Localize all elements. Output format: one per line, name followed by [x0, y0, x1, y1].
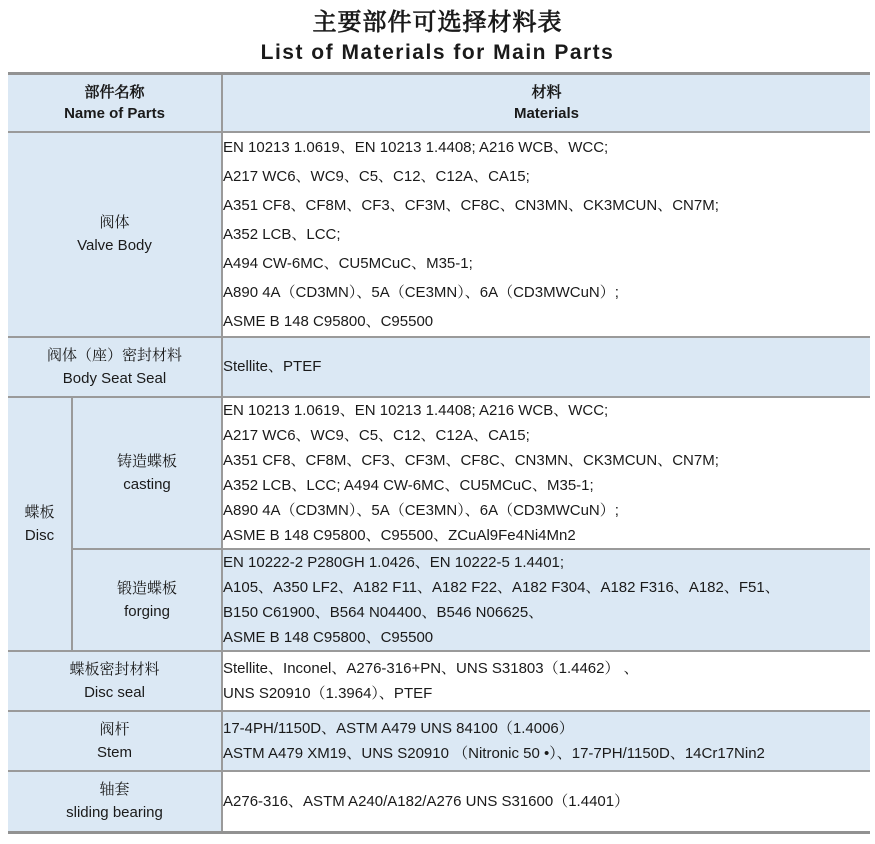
stem-name-zh: 阀杆 — [99, 720, 130, 738]
material-line: A276-316、ASTM A240/A182/A276 UNS S31600（1.4401） — [223, 792, 630, 810]
casting-name-en: casting — [123, 475, 171, 493]
material-line: B150 C61900、B564 N04400、B546 N06625、 — [223, 603, 544, 621]
sliding-bearing-name-cell — [8, 771, 222, 833]
material-line: A351 CF8、CF8M、CF3、CF3M、CF8C、CN3MN、CK3MCUN、CN7M; — [223, 451, 719, 469]
material-line: ASME B 148 C95800、C95500、ZCuAl9Fe4Ni4Mn2 — [223, 526, 576, 544]
disc-group-name-cell — [8, 397, 72, 651]
stem-materials-cell — [222, 711, 870, 771]
material-line: A890 4A（CD3MN）、5A（CE3MN）、6A（CD3MWCuN）; — [223, 501, 619, 519]
sliding-bearing-name-zh: 轴套 — [99, 781, 130, 799]
material-line: A494 CW-6MC、CU5MCuC、M35-1; — [223, 254, 473, 272]
header-cell-name-of-parts — [8, 74, 222, 132]
material-line: ASME B 148 C95800、C95500 — [223, 628, 434, 646]
table-row-sliding-bearing — [8, 771, 870, 833]
disc-seal-name-zh: 蝶板密封材料 — [69, 660, 160, 678]
material-line: A105、A350 LF2、A182 F11、A182 F22、A182 F304、A182 F316、A182、F51、 — [223, 578, 780, 596]
table-row-stem — [8, 711, 870, 771]
table-row-disc-casting — [8, 397, 870, 549]
casting-name-zh: 铸造蝶板 — [116, 452, 177, 470]
forging-name-zh: 锻造蝶板 — [116, 579, 177, 597]
body-seat-seal-materials-cell — [222, 337, 870, 397]
material-line: Stellite、PTEF — [223, 358, 322, 375]
disc-seal-name-en: Disc seal — [84, 683, 145, 701]
header-name-zh: 部件名称 — [84, 83, 145, 101]
material-line: UNS S20910（1.3964）、PTEF — [223, 684, 433, 702]
valve-body-name-cell — [8, 132, 222, 337]
material-line: A351 CF8、CF8M、CF3、CF3M、CF8C、CN3MN、CK3MCUN、CN7M; — [223, 196, 719, 214]
material-line: A352 LCB、LCC; — [223, 225, 341, 243]
casting-name-cell — [72, 397, 222, 549]
material-line: EN 10222-2 P280GH 1.0426、EN 10222-5 1.4401; — [223, 553, 565, 571]
disc-group-name-en: Disc — [24, 526, 55, 544]
table-row-disc-forging — [8, 549, 870, 651]
material-line: A217 WC6、WC9、C5、C12、C12A、CA15; — [223, 426, 530, 444]
sliding-bearing-materials-cell — [222, 771, 870, 833]
stem-name-en: Stem — [96, 743, 132, 761]
material-line: ASME B 148 C95800、C95500 — [223, 312, 434, 330]
stem-name-cell — [8, 711, 222, 771]
disc-group-name-zh: 蝶板 — [24, 503, 55, 521]
valve-body-name-en: Valve Body — [77, 237, 152, 254]
material-line: A217 WC6、WC9、C5、C12、C12A、CA15; — [223, 167, 530, 185]
material-line: EN 10213 1.0619、EN 10213 1.4408; A216 WCB、WCC; — [223, 401, 609, 419]
body-seat-seal-name-en: Body Seat Seal — [62, 369, 167, 387]
table-row-body-seat-seal — [8, 337, 870, 397]
material-line: A352 LCB、LCC; A494 CW-6MC、CU5MCuC、M35-1; — [223, 476, 594, 494]
page-title-chinese: 主要部件可选择材料表 — [312, 9, 563, 36]
table-row-disc-seal — [8, 651, 870, 711]
valve-body-materials-cell — [222, 132, 870, 337]
header-name-en: Name of Parts — [64, 104, 165, 122]
body-seat-seal-name-cell — [8, 337, 222, 397]
material-line: A890 4A（CD3MN）、5A（CE3MN）、6A（CD3MWCuN）; — [223, 283, 619, 301]
material-line: 17-4PH/1150D、ASTM A479 UNS 84100（1.4006） — [223, 719, 574, 737]
forging-name-en: forging — [124, 602, 170, 620]
page-title-english: List of Materials for Main Parts — [260, 41, 615, 64]
valve-body-name-zh: 阀体 — [99, 214, 130, 231]
sliding-bearing-name-en: sliding bearing — [66, 804, 163, 822]
material-line: Stellite、Inconel、A276-316+PN、UNS S31803（1.4462） 、 — [223, 659, 639, 677]
material-line: EN 10213 1.0619、EN 10213 1.4408; A216 WCB、WCC; — [223, 138, 609, 156]
body-seat-seal-name-zh: 阀体（座）密封材料 — [46, 346, 182, 364]
table-header-row — [8, 74, 870, 132]
disc-seal-name-cell — [8, 651, 222, 711]
header-materials-en: Materials — [513, 104, 580, 122]
forging-materials-cell — [222, 549, 870, 651]
header-cell-materials — [222, 74, 870, 132]
disc-seal-materials-cell — [222, 651, 870, 711]
table-row-valve-body — [8, 132, 870, 337]
casting-materials-cell — [222, 397, 870, 549]
forging-name-cell — [72, 549, 222, 651]
material-line: ASTM A479 XM19、UNS S20910 （Nitronic 50 •）、17-7PH/1150D、14Cr17Nin2 — [223, 744, 765, 762]
header-materials-zh: 材料 — [531, 83, 562, 101]
materials-table — [8, 72, 870, 834]
